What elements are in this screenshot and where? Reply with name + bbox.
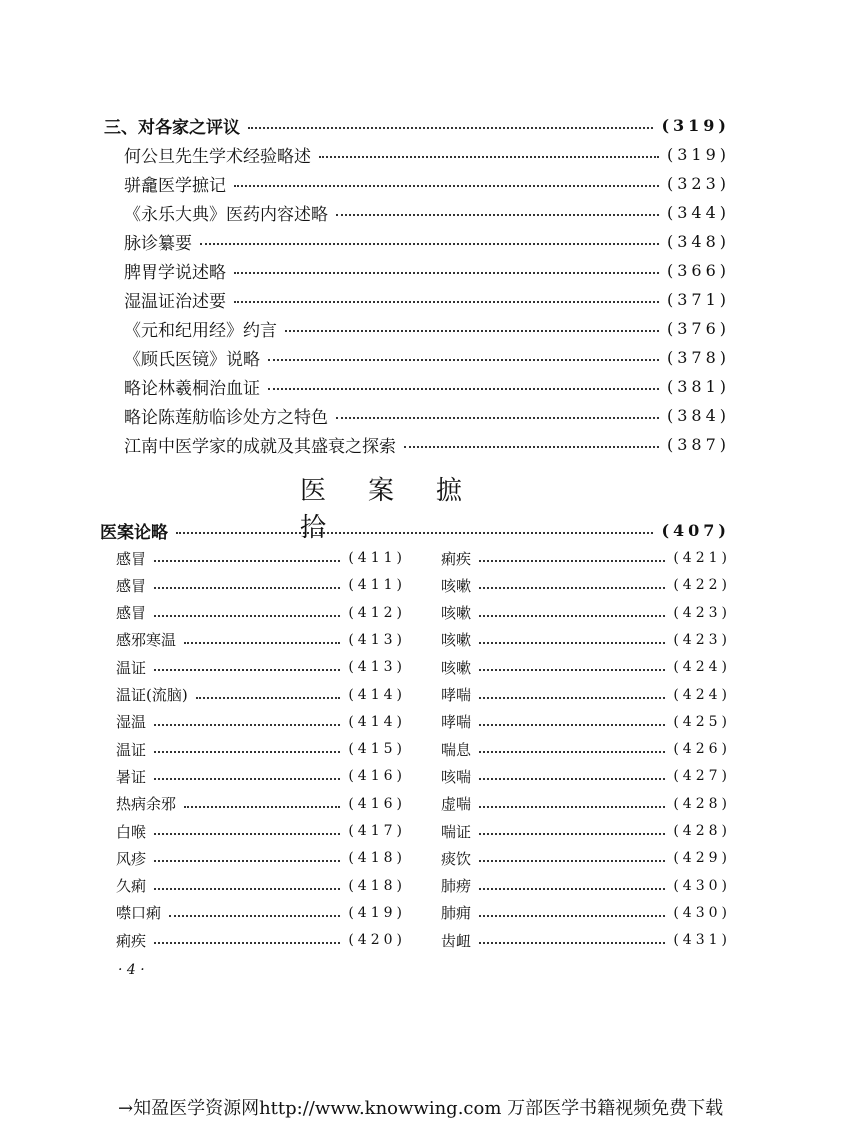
toc-entry[interactable] xyxy=(441,656,731,678)
toc-entry-page: (416) xyxy=(348,768,406,785)
toc-entry-title: 骈龕医学摭记 xyxy=(124,175,226,196)
toc-entry[interactable] xyxy=(116,875,406,897)
toc-entry[interactable] xyxy=(441,711,731,733)
toc-entry[interactable] xyxy=(441,847,731,869)
toc-entry-title: 热病余邪 xyxy=(116,795,177,814)
toc-entry[interactable] xyxy=(116,602,406,624)
toc-entry[interactable] xyxy=(124,201,730,223)
toc-entry-page: (412) xyxy=(348,604,406,621)
toc-entry-page: (344) xyxy=(666,202,730,222)
toc-entry-title: 风疹 xyxy=(116,849,147,868)
dot-leader xyxy=(196,697,341,699)
toc-entry-page: (426) xyxy=(673,741,731,758)
toc-entry[interactable] xyxy=(441,793,731,815)
toc-entry-title: 喘证 xyxy=(441,822,472,841)
dot-leader xyxy=(336,214,659,216)
toc-entry-page: (429) xyxy=(673,850,731,867)
toc-entry[interactable] xyxy=(441,574,731,596)
toc-entry-title: 《永乐大典》医药内容述略 xyxy=(124,204,328,225)
toc-entry-title: 湿温 xyxy=(116,713,147,732)
page-number: · 4 · xyxy=(118,962,145,978)
toc-entry[interactable] xyxy=(116,629,406,651)
dot-leader xyxy=(479,915,665,917)
toc-entry[interactable] xyxy=(124,230,730,252)
dot-leader xyxy=(200,243,659,245)
toc-entry-page: (417) xyxy=(348,823,406,839)
toc-entry-page: (384) xyxy=(666,405,730,425)
dot-leader xyxy=(248,127,653,129)
dot-leader xyxy=(234,185,659,187)
toc-entry[interactable] xyxy=(116,574,406,596)
dot-leader xyxy=(479,833,665,835)
toc-entry-title: 咳嗽 xyxy=(441,658,472,677)
dot-leader xyxy=(169,915,340,917)
toc-entry[interactable] xyxy=(116,929,406,951)
dot-leader xyxy=(479,860,665,862)
dot-leader xyxy=(154,615,340,617)
toc-entry[interactable] xyxy=(441,902,731,924)
toc-entry-page: (371) xyxy=(666,289,730,309)
toc-entry-page: (428) xyxy=(673,823,731,839)
toc-entry[interactable] xyxy=(441,875,731,897)
toc-entry[interactable] xyxy=(124,143,730,165)
dot-leader xyxy=(234,272,659,274)
toc-entry-page: (414) xyxy=(348,713,406,730)
toc-entry-page: (431) xyxy=(673,932,731,949)
toc-entry-title: 医案论略 xyxy=(100,522,168,543)
toc-entry[interactable] xyxy=(100,519,730,541)
toc-entry-page: (418) xyxy=(348,850,406,867)
dot-leader xyxy=(154,833,340,835)
toc-entry[interactable] xyxy=(441,738,731,760)
dot-leader xyxy=(319,156,659,158)
dot-leader xyxy=(154,724,340,726)
toc-entry-page: (419) xyxy=(348,904,406,921)
dot-leader xyxy=(479,669,665,671)
dot-leader xyxy=(404,446,659,448)
toc-entry-title: 感冒 xyxy=(116,576,147,595)
toc-entry-page: (430) xyxy=(673,904,731,921)
dot-leader xyxy=(176,532,653,534)
dot-leader xyxy=(285,330,659,332)
dot-leader xyxy=(154,888,340,890)
toc-entry-title: 温证 xyxy=(116,658,147,677)
dot-leader xyxy=(479,806,665,808)
dot-leader xyxy=(479,560,665,562)
dot-leader xyxy=(336,417,659,419)
toc-entry-title: 湿温证治述要 xyxy=(124,291,226,312)
toc-entry-title: 《顾氏医镜》说略 xyxy=(124,349,260,370)
toc-entry-title: 略论陈莲舫临诊处方之特色 xyxy=(124,407,328,428)
dot-leader xyxy=(479,615,665,617)
toc-entry[interactable] xyxy=(124,317,730,339)
toc-entry-page: (323) xyxy=(666,173,730,193)
toc-entry-page: (423) xyxy=(673,631,731,648)
toc-entry[interactable] xyxy=(116,765,406,787)
toc-entry-title: 白喉 xyxy=(116,822,147,841)
toc-entry-title: 咳喘 xyxy=(441,767,472,786)
dot-leader xyxy=(154,860,340,862)
toc-entry-title: 感邪寒温 xyxy=(116,631,177,650)
toc-entry[interactable] xyxy=(116,547,406,569)
toc-entry-title: 脾胃学说述略 xyxy=(124,262,226,283)
toc-entry-page: (413) xyxy=(348,659,406,676)
toc-entry-title: 咳嗽 xyxy=(441,604,472,623)
toc-entry[interactable] xyxy=(116,847,406,869)
toc-entry-page: (422) xyxy=(673,577,731,594)
toc-entry-page: (415) xyxy=(348,741,406,758)
toc-entry-page: (424) xyxy=(673,686,731,703)
toc-entry-title: 哮喘 xyxy=(441,686,472,704)
dot-leader xyxy=(154,560,340,562)
toc-entry-title: 齿衄 xyxy=(441,931,472,950)
dot-leader xyxy=(479,587,665,589)
toc-entry-page: (430) xyxy=(673,877,731,894)
toc-entry[interactable] xyxy=(124,433,730,455)
toc-entry-title: 何公旦先生学术经验略述 xyxy=(124,146,311,167)
toc-entry-title: 喘息 xyxy=(441,740,472,759)
toc-entry[interactable] xyxy=(116,711,406,733)
toc-entry[interactable] xyxy=(441,602,731,624)
dot-leader xyxy=(184,806,340,808)
toc-entry-page: (423) xyxy=(673,604,731,621)
toc-entry-page: (414) xyxy=(348,686,406,703)
toc-entry[interactable] xyxy=(116,902,406,924)
toc-entry-page: (427) xyxy=(673,768,731,785)
toc-entry-title: 咳嗽 xyxy=(441,631,472,650)
toc-entry[interactable] xyxy=(124,172,730,194)
toc-entry[interactable] xyxy=(124,288,730,310)
toc-entry-title: 痰饮 xyxy=(441,849,472,868)
toc-entry-page: (418) xyxy=(348,877,406,894)
toc-entry[interactable] xyxy=(104,114,730,136)
toc-entry-title: 温证(流脑) xyxy=(116,686,188,704)
toc-entry[interactable] xyxy=(116,793,406,815)
toc-entry-title: 《元和纪用经》约言 xyxy=(124,320,277,341)
toc-entry-title: 痢疾 xyxy=(441,549,472,568)
toc-entry[interactable] xyxy=(116,820,406,842)
toc-entry-page: (407) xyxy=(661,520,730,540)
toc-entry-title: 略论林羲桐治血证 xyxy=(124,378,260,399)
dot-leader xyxy=(479,778,665,780)
toc-entry[interactable] xyxy=(116,656,406,678)
dot-leader xyxy=(479,888,665,890)
toc-entry-page: (376) xyxy=(666,318,730,338)
toc-entry-page: (378) xyxy=(666,347,730,367)
toc-entry-page: (411) xyxy=(348,550,406,566)
toc-entry-page: (428) xyxy=(673,795,731,812)
toc-entry[interactable] xyxy=(124,259,730,281)
toc-entry-title: 三、对各家之评议 xyxy=(104,117,240,138)
toc-entry-title: 久痢 xyxy=(116,877,147,896)
toc-entry[interactable] xyxy=(441,684,731,706)
toc-entry[interactable] xyxy=(124,346,730,368)
toc-entry-title: 暑证 xyxy=(116,767,147,786)
toc-entry[interactable] xyxy=(441,929,731,951)
toc-entry-page: (421) xyxy=(673,550,731,566)
toc-entry-page: (420) xyxy=(348,932,406,949)
dot-leader xyxy=(184,642,340,644)
dot-leader xyxy=(268,359,659,361)
dot-leader xyxy=(479,724,665,726)
toc-entry-page: (387) xyxy=(666,434,730,454)
toc-entry-page: (425) xyxy=(673,713,731,730)
toc-entry-title: 脉诊纂要 xyxy=(124,233,192,254)
dot-leader xyxy=(154,942,340,944)
toc-entry-title: 感冒 xyxy=(116,604,147,623)
toc-entry[interactable] xyxy=(441,547,731,569)
dot-leader xyxy=(479,697,665,699)
toc-entry[interactable] xyxy=(116,684,406,706)
toc-entry-page: (381) xyxy=(666,376,730,396)
toc-entry-title: 痢疾 xyxy=(116,931,147,950)
toc-entry-title: 感冒 xyxy=(116,549,147,568)
toc-entry-page: (348) xyxy=(666,231,730,251)
toc-entry-title: 咳嗽 xyxy=(441,576,472,595)
toc-entry-title: 肺痨 xyxy=(441,877,472,896)
toc-entry[interactable] xyxy=(441,820,731,842)
dot-leader xyxy=(479,942,665,944)
dot-leader xyxy=(154,669,340,671)
dot-leader xyxy=(479,642,665,644)
toc-entry-title: 虚喘 xyxy=(441,795,472,814)
toc-entry-title: 江南中医学家的成就及其盛衰之探索 xyxy=(124,436,396,457)
dot-leader xyxy=(154,778,340,780)
toc-entry[interactable] xyxy=(441,629,731,651)
footer-watermark-text: →知盈医学资源网http://www.knowwing.com 万部医学书籍视频免费下载 xyxy=(118,1098,724,1119)
toc-entry[interactable] xyxy=(441,765,731,787)
toc-entry-title: 哮喘 xyxy=(441,713,472,732)
toc-entry-page: (416) xyxy=(348,795,406,812)
dot-leader xyxy=(154,751,340,753)
toc-entry-title: 温证 xyxy=(116,740,147,759)
dot-leader xyxy=(154,587,340,589)
toc-entry-title: 噤口痢 xyxy=(116,904,162,923)
dot-leader xyxy=(234,301,659,303)
toc-entry-page: (424) xyxy=(673,659,731,676)
section-title: 医案摭拾 xyxy=(300,476,505,543)
toc-entry-page: (366) xyxy=(666,260,730,280)
toc-entry[interactable] xyxy=(124,404,730,426)
toc-entry-page: (413) xyxy=(348,631,406,648)
dot-leader xyxy=(479,751,665,753)
toc-entry[interactable] xyxy=(116,738,406,760)
toc-entry[interactable] xyxy=(124,375,730,397)
dot-leader xyxy=(268,388,659,390)
toc-entry-title: 肺痈 xyxy=(441,904,472,923)
toc-entry-page: (319) xyxy=(661,115,730,135)
toc-entry-page: (411) xyxy=(348,577,406,594)
toc-entry-page: (319) xyxy=(666,144,730,164)
